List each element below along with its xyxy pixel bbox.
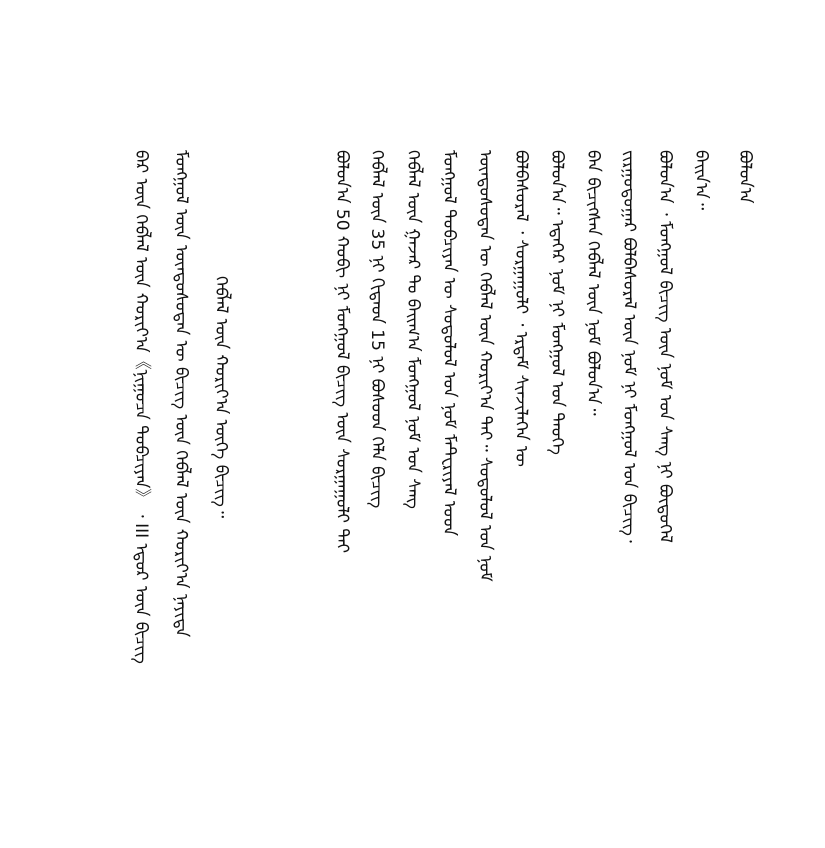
body-line-11: ᠪᠠᠢᠨ᠎ᠠ᠃ [691, 150, 711, 211]
body-line-4: ᠮᠣᠩᠭᠣᠯ ᠲᠣᠪᠴᠢᠶᠠᠨ ᠦ ᠰᠤᠳᠤᠯᠤᠯ ᠤᠨ ᠨᠣᠮ ᠮᠠᠲᠧᠷᠢᠶᠠᠯ ᠤᠳ [439, 150, 459, 536]
body-line-6: ᠪᠣᠯᠪᠠᠰᠤᠷᠠᠯ ᠂ ᠰᠤᠷᠭᠠᠭᠤᠯᠢ ᠂ ᠡᠷᠳᠡᠮ ᠰᠢᠨᠵᠢᠯᠡᠭᠡᠨ ᠦ [511, 150, 531, 467]
body-line-3: ᠬᠡᠪᠯᠡᠯ ᠦᠨ ᠭᠠᠵᠠᠷ ᠲᠤ ᠪᠠᠢᠭ᠎ᠠ ᠮᠣᠩᠭᠣᠯ ᠨᠣᠮ ᠤᠨ ᠰᠠᠩ [403, 150, 423, 509]
body-line-5: ᠦᠨᠳᠦᠰᠦᠲᠡᠨ ᠦ ᠬᠡᠪᠯᠡᠯ ᠦᠨ ᠬᠣᠷᠢᠶ᠎ᠠ ᠲᠠᠢ᠃ ᠰᠤᠳᠤᠯᠤᠯ ᠤᠨ ᠨᠣᠮ [475, 150, 495, 582]
body-line-1: ᠪᠣᠯᠤᠨ᠎ᠠ 50 ᠬᠤᠪᠢ ᠨᠢ ᠮᠣᠩᠭᠣᠯ ᠪᠢᠴᠢᠭ ᠦᠨ ᠰᠤᠷᠭᠠᠭᠤᠯᠢ ᠲᠠᠢ [332, 150, 352, 554]
citation-line-1: ᠪᠠᠷ ᠦᠨ ᠬᠡᠪᠯᠡᠯ ᠦᠨ ᠬᠤᠷᠢᠶ᠎ᠠ《ᠨᠢᠭᠤᠴᠠ ᠲᠣᠪᠴᠢᠶᠠᠨ》 ᠂ III ᠡᠳᠦᠷ ᠦᠨ ᠪᠢᠴᠢᠭ [131, 150, 151, 664]
body-line-9: ᠵᠢᠷᠭᠤᠳᠤᠭᠠᠷ ᠪᠣᠯᠪᠠᠰᠤᠷᠠᠯ ᠦᠨ ᠨᠣᠮ ᠨᠢ ᠮᠣᠩᠭᠣᠯ ᠤᠨ ᠪᠢᠴᠢᠭ᠂ [619, 150, 639, 543]
citation-line-2: ᠮᠣᠩᠭᠣᠯ ᠦᠨ ᠦᠨᠳᠦᠰᠦᠲᠡᠨ ᠦ ᠪᠢᠴᠢᠭ ᠦᠨ ᠬᠡᠪᠯᠡᠯ ᠦᠨ ᠬᠣᠷᠢᠶ᠎ᠠ ᠨᠡᠶᠢᠲᠡ [171, 150, 191, 638]
body-line-10: ᠪᠣᠯᠤᠨ᠎ᠠ ᠂ ᠮᠣᠩᠭᠣᠯ ᠪᠢᠴᠢᠭ ᠦᠨ ᠨᠣᠮ ᠤᠨ ᠰᠠᠩ ᠨᠢ ᠪᠦᠲᠦᠭᠡᠯ [655, 150, 675, 543]
citation-line-3: ᠬᠡᠪᠯᠡᠯ ᠦᠨ ᠬᠣᠷᠢᠶ᠎ᠠ ᠦᠭᠡ ᠪᠢᠴᠢᠭ᠃ [211, 276, 231, 519]
body-line-7: ᠪᠣᠯᠤᠨ᠎ᠠ᠃ ᠡᠳᠡᠭᠡᠷ ᠨᠣᠮ ᠨᠢ ᠮᠣᠩᠭᠣᠯ ᠤᠨ ᠲᠡᠦᠬᠡ [547, 150, 567, 455]
body-line-12: ᠪᠣᠯᠤᠨ᠎ᠠ [735, 150, 755, 204]
body-line-2: ᠬᠡᠪᠯᠡᠯ ᠦᠨ 35 ᠨᠢ ᠬᠢᠳᠠᠳ 15 ᠨᠢ ᠪᠤᠰᠤᠳ ᠬᠡᠯᠡ ᠪᠢᠴᠢᠭ [367, 150, 387, 509]
body-line-8: ᠪᠡᠨ ᠪᠢᠴᠢᠭᠰᠡᠨ ᠬᠡᠪᠯᠡᠯ ᠦᠨ ᠨᠣᠮ ᠪᠣᠯᠤᠨ᠎ᠠ᠃ [583, 150, 603, 416]
